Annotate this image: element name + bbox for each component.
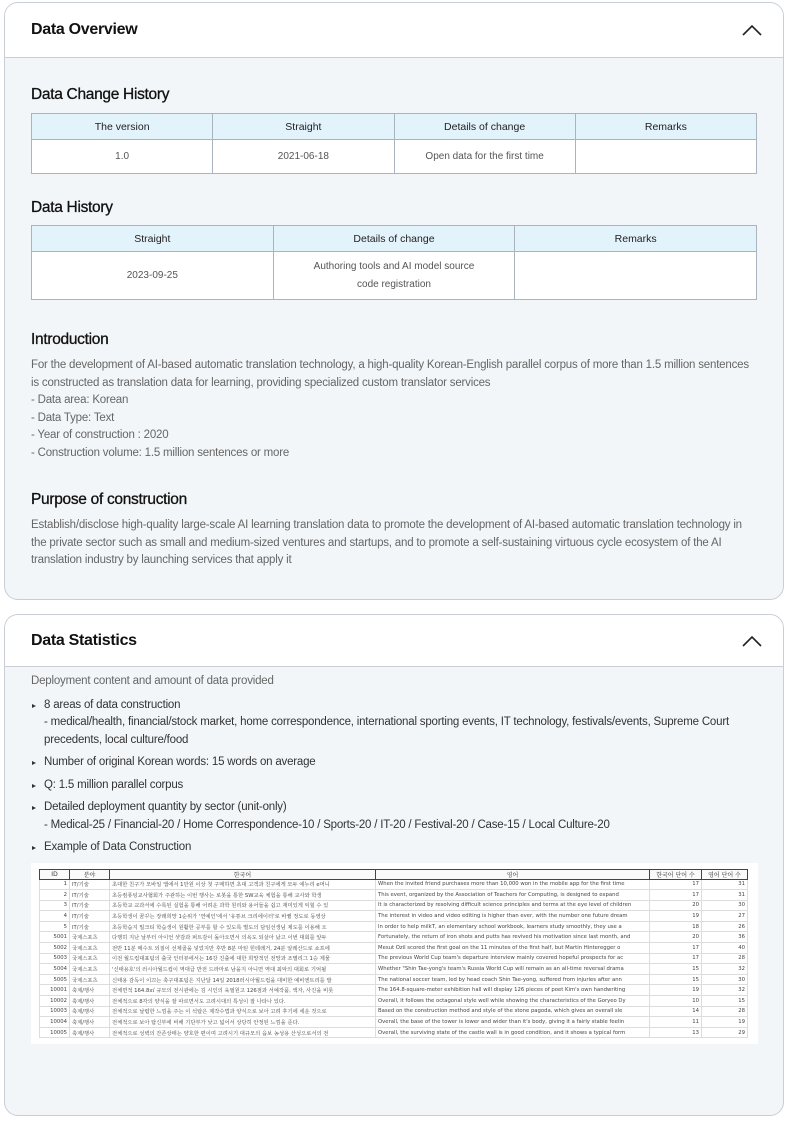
- table-row: [32, 252, 757, 300]
- cell-id: 10001: [40, 985, 70, 996]
- cell-category: IT/기술: [70, 921, 110, 932]
- table-cell: [515, 252, 757, 300]
- cell-korean: 전체면적 164.8㎡ 규모의 전시관에는 김 시인의 육필원고 126점과 서예작품, 액자, 사진을 비롯: [110, 985, 376, 996]
- statistics-list: [31, 697, 757, 857]
- cell-korean: 전체적으로 8각의 양식을 잘 따르면서도 고려시대의 특성이 잘 나타나 있다.: [110, 996, 376, 1007]
- cell-english: The previous World Cup team's departure interview mainly covered hopeful prospects for ac: [376, 953, 650, 964]
- column-header: Straight: [213, 114, 394, 140]
- table-row: [40, 921, 748, 932]
- cell-korean: 전반 11분 메수트 외질이 선제골을 넣었지만 후반 8분 마틴 힌테레거, 24분 알레산드로 쇼프에: [110, 943, 376, 954]
- cell-english-word-count: 36: [702, 932, 748, 943]
- table-row: [32, 140, 757, 174]
- cell-english-word-count: 28: [702, 1006, 748, 1017]
- table-row: [40, 879, 748, 890]
- column-header: 영어: [376, 869, 650, 879]
- cell-english: In order to help milkT, an elementary school workbook, learners study smoothly, they use a: [376, 921, 650, 932]
- column-header: Straight: [32, 226, 274, 252]
- cell-korean: 신태용 감독이 이끄는 축구대표팀은 지난달 14일 2018러시아월드컵을 대비한 예비엔트리를 발: [110, 974, 376, 985]
- cell-korean-word-count: 15: [650, 964, 702, 975]
- cell-english-word-count: 15: [702, 996, 748, 1007]
- data-history-title: Data History: [31, 199, 113, 216]
- cell-category: IT/기술: [70, 911, 110, 922]
- cell-english-word-count: 30: [702, 900, 748, 911]
- cell-english: Whether "Shin Tae-yong's team's Russia World Cup will remain as an all-time reversal drama: [376, 964, 650, 975]
- cell-korean-word-count: 10: [650, 996, 702, 1007]
- column-header: 한국어: [110, 869, 376, 879]
- introduction-item: - Data area: Korean: [31, 394, 129, 406]
- cell-category: 축제/행사: [70, 1006, 110, 1017]
- list-item-text: Number of original Korean words: 15 words on average: [44, 756, 316, 768]
- cell-english: Based on the construction method and style of the stone pagoda, which gives an overall sle: [376, 1006, 650, 1017]
- column-header: Details of change: [394, 114, 575, 140]
- cell-category: 축제/행사: [70, 1027, 110, 1038]
- cell-id: 5: [40, 921, 70, 932]
- list-item: [31, 799, 757, 834]
- cell-korean-word-count: 20: [650, 932, 702, 943]
- cell-category: 국제스포츠: [70, 932, 110, 943]
- list-item-text: 8 areas of data construction: [44, 698, 181, 711]
- cell-category: IT/기술: [70, 879, 110, 890]
- purpose-text: Establish/disclose high-quality large-scale AI learning translation data to promote the development of AI-based automatic translation technology in the private sector such as small and medium-sized ventures and startups, and to promote a self-sustaining virtuous cycle ecosystem of the AI translation industry by launching services that apply it: [31, 519, 742, 566]
- cell-id: 5003: [40, 953, 70, 964]
- list-item-text: Q: 1.5 million parallel corpus: [44, 778, 184, 791]
- table-row: [40, 932, 748, 943]
- cell-english: Fortunately, the return of iron shots and putts has revived his motivation since last month, and: [376, 932, 650, 943]
- table-row: [40, 953, 748, 964]
- cell-korean-word-count: 15: [650, 974, 702, 985]
- change-history-table: [31, 113, 757, 174]
- cell-korean: 초등컴퓨팅교사협회가 주관하는 이번 행사는 로봇을 통한 SW교육 체험을 통해 교사와 학생: [110, 890, 376, 901]
- table-row: [40, 964, 748, 975]
- table-header-row: [32, 114, 757, 140]
- cell-korean-word-count: 20: [650, 900, 702, 911]
- data-overview-body: [5, 86, 783, 570]
- cell-category: IT/기술: [70, 890, 110, 901]
- cell-korean-word-count: 17: [650, 890, 702, 901]
- cell-korean-word-count: 14: [650, 1006, 702, 1017]
- cell-id: 4: [40, 911, 70, 922]
- cell-korean-word-count: 11: [650, 1017, 702, 1028]
- list-item-text: Detailed deployment quantity by sector (unit-only): [44, 801, 287, 813]
- cell-category: 축제/행사: [70, 985, 110, 996]
- table-cell: [575, 140, 756, 174]
- column-header: The version: [32, 114, 213, 140]
- introduction-item: - Data Type: Text: [31, 411, 115, 424]
- cell-english: This event, organized by the Association of Teachers for Computing, is designed to expand: [376, 890, 650, 901]
- data-overview-header[interactable]: [5, 3, 783, 58]
- cell-korean: 초등학생이 꿈꾸는 장래희망 1순위가 '연예인'에서 '유튜브 크리에이터'로 바뀔 정도로 동영상: [110, 911, 376, 922]
- cell-english-word-count: 32: [702, 985, 748, 996]
- cell-english-word-count: 28: [702, 953, 748, 964]
- list-item: [31, 754, 757, 772]
- cell-id: 10002: [40, 996, 70, 1007]
- purpose-title: Purpose of construction: [31, 491, 187, 508]
- cell-korean: 이전 월드컵대표팀의 출국 인터뷰에서는 16강 진출에 대한 희망적인 전망과 조별리그 1승 제물: [110, 953, 376, 964]
- cell-category: 축제/행사: [70, 996, 110, 1007]
- cell-id: 5004: [40, 964, 70, 975]
- cell-english-word-count: 19: [702, 1017, 748, 1028]
- cell-korean: 전체적으로 날렵한 느낌을 주는 이 석탑은 제작수법과 양식으로 보아 고려 후기에 세운 것으로: [110, 1006, 376, 1017]
- cell-english: Overall, the surviving state of the castle wall is in good condition, and it shows a typical form: [376, 1027, 650, 1038]
- cell-english-word-count: 29: [702, 1027, 748, 1038]
- cell-english-word-count: 26: [702, 921, 748, 932]
- table-row: [40, 1006, 748, 1017]
- list-item-text: Example of Data Construction: [44, 841, 192, 853]
- list-item: [31, 697, 757, 750]
- data-statistics-panel: [4, 614, 784, 1116]
- table-cell: 1.0: [32, 140, 213, 174]
- cell-english: Overall, it follows the octagonal style well while showing the characteristics of the Goryeo Dy: [376, 996, 650, 1007]
- column-header: 분야: [70, 869, 110, 879]
- column-header: ID: [40, 869, 70, 879]
- example-data-table: [39, 869, 748, 1039]
- cell-korean-word-count: 17: [650, 953, 702, 964]
- cell-id: 5005: [40, 974, 70, 985]
- cell-id: 10003: [40, 1006, 70, 1017]
- cell-english: When the invited friend purchases more than 10,000 won in the mobile app for the first time: [376, 879, 650, 890]
- cell-korean: 전체적으로 성벽의 잔존상태는 양호한 편이며 고려시기 대규모의 읍보 농성용 산성으로서의 전: [110, 1027, 376, 1038]
- list-item-subtext: - medical/health, financial/stock market, home correspondence, international sporting events, IT technology, festivals/events, Supreme Court precedents, local culture/food: [44, 716, 729, 746]
- cell-id: 5001: [40, 932, 70, 943]
- cell-category: IT/기술: [70, 900, 110, 911]
- example-table-body: [40, 879, 748, 1038]
- cell-korean-word-count: 17: [650, 879, 702, 890]
- column-header: Details of change: [273, 226, 515, 252]
- column-header: 한국어 단어 수: [650, 869, 702, 879]
- cell-id: 3: [40, 900, 70, 911]
- cell-id: 2: [40, 890, 70, 901]
- cell-english-word-count: 32: [702, 964, 748, 975]
- cell-english: The 164.8-square-meter exhibition hall will display 126 pieces of poet Kim's own handwriting: [376, 985, 650, 996]
- table-row: [40, 1027, 748, 1038]
- cell-id: 5002: [40, 943, 70, 954]
- statistics-subtitle: Deployment content and amount of data provided: [31, 675, 274, 687]
- table-cell: 2023-09-25: [32, 252, 274, 300]
- panel-title: Data Overview: [31, 21, 138, 38]
- cell-id: 10004: [40, 1017, 70, 1028]
- change-history-title: Data Change History: [31, 86, 170, 103]
- column-header: Remarks: [575, 114, 756, 140]
- cell-english: The interest in video and video editing is higher than ever, with the number one future dream: [376, 911, 650, 922]
- table-row: [40, 985, 748, 996]
- example-data-image: [31, 863, 758, 1045]
- cell-id: 10005: [40, 1027, 70, 1038]
- cell-category: 국제스포츠: [70, 953, 110, 964]
- introduction-text: [31, 357, 757, 462]
- cell-english-word-count: 31: [702, 879, 748, 890]
- list-item: [31, 777, 757, 795]
- table-cell: Open data for the first time: [394, 140, 575, 174]
- cell-korean: '신태용호'의 러시아월드컵이 역대급 반전 드라마로 남을지 아니면 역대 최악의 대회로 기억될: [110, 964, 376, 975]
- table-cell: Authoring tools and AI model source code registration: [273, 252, 515, 300]
- data-history-table: [31, 225, 757, 300]
- table-row: [40, 890, 748, 901]
- cell-korean-word-count: 13: [650, 1027, 702, 1038]
- table-row: [40, 900, 748, 911]
- cell-korean-word-count: 19: [650, 985, 702, 996]
- cell-english: Overall, the base of the tower is lower and wider than it's body, giving it a fairly stable feelin: [376, 1017, 650, 1028]
- cell-english-word-count: 27: [702, 911, 748, 922]
- cell-korean-word-count: 18: [650, 921, 702, 932]
- introduction-item: - Year of construction : 2020: [31, 429, 169, 441]
- cell-korean: 초대한 친구가 모바일 앱에서 1만원 이상 첫 구매하면 초대 고객과 친구에게 모두 에누리 e머니: [110, 879, 376, 890]
- cell-english: The national soccer team, led by head coach Shin Tae-yong, suffered from injuries after ann: [376, 974, 650, 985]
- cell-english-word-count: 40: [702, 943, 748, 954]
- table-row: [40, 911, 748, 922]
- panel-title: Data Statistics: [31, 631, 137, 649]
- cell-id: 1: [40, 879, 70, 890]
- table-row: [40, 974, 748, 985]
- cell-category: 축제/행사: [70, 1017, 110, 1028]
- cell-korean: 다행히 지난 날부터 아이언 샷감과 퍼트감이 돌아오면서 의욕도 되살아 났고 이번 대회를 앞두: [110, 932, 376, 943]
- cell-category: 국제스포츠: [70, 943, 110, 954]
- cell-english-word-count: 30: [702, 974, 748, 985]
- list-item-subtext: - Medical-25 / Financial-20 / Home Correspondence-10 / Sports-20 / IT-20 / Festival-20 / Case-15 / Local Culture-20: [44, 818, 610, 831]
- cell-category: 국제스포츠: [70, 974, 110, 985]
- table-header-row: [32, 226, 757, 252]
- introduction-title: Introduction: [31, 331, 109, 348]
- cell-korean-word-count: 17: [650, 943, 702, 954]
- data-statistics-body: [5, 673, 783, 1044]
- cell-category: 국제스포츠: [70, 964, 110, 975]
- introduction-item: - Construction volume: 1.5 million sentences or more: [31, 446, 290, 459]
- cell-korean: 초등학습지 밀크티 학습생이 원활한 공부를 할 수 있도록 별도의 담임선생님 제도를 이용해 오: [110, 921, 376, 932]
- list-item: [31, 839, 757, 857]
- chevron-up-icon[interactable]: [741, 19, 763, 41]
- cell-korean-word-count: 19: [650, 911, 702, 922]
- introduction-paragraph: For the development of AI-based automatic translation technology, a high-quality Korean-English parallel corpus of more than 1.5 million sentences is constructed as translation data for learning, providing specialized custom translator services: [31, 359, 749, 389]
- cell-korean: 초등학교 교과서에 수록된 실험을 통해 어려운 과학 원리와 용어들을 쉽고 재미있게 익힐 수 있: [110, 900, 376, 911]
- cell-korean: 전체적으로 보아 탑신부에 비해 기단부가 낮고 넓어서 상당히 안정된 느낌을 준다.: [110, 1017, 376, 1028]
- cell-english-word-count: 31: [702, 890, 748, 901]
- column-header: Remarks: [515, 226, 757, 252]
- table-row: [40, 1017, 748, 1028]
- column-header: 영어 단어 수: [702, 869, 748, 879]
- cell-english: Mesut Ozil scored the first goal on the 11 minutes of the first half, but Martin Hinteregger o: [376, 943, 650, 954]
- table-row: [40, 943, 748, 954]
- chevron-up-icon[interactable]: [741, 630, 763, 652]
- table-row: [40, 996, 748, 1007]
- data-statistics-header[interactable]: [5, 615, 783, 667]
- table-cell: 2021-06-18: [213, 140, 394, 174]
- cell-english: It is characterized by resolving difficult science principles and terms at the eye level of children: [376, 900, 650, 911]
- example-header-row: [40, 869, 748, 879]
- data-overview-panel: [4, 2, 784, 600]
